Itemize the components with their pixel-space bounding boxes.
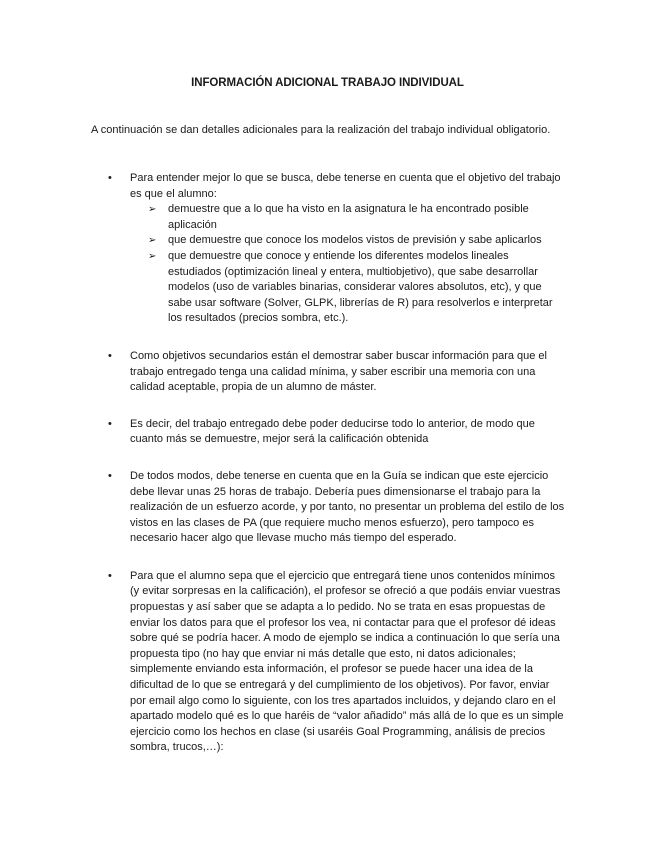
arrow-icon: ➢ xyxy=(148,235,157,247)
arrow-icon: ➢ xyxy=(148,204,157,216)
list-item xyxy=(0,569,566,756)
bullet-icon: • xyxy=(108,349,112,362)
sub-list-item xyxy=(130,249,560,327)
bullet-text: Es decir, del trabajo entregado debe poder deducirse todo lo anterior, de modo que cuanto más se demuestre, mejor será la calificación obtenida xyxy=(130,417,535,446)
sub-list-item xyxy=(130,233,560,249)
bullet-icon: • xyxy=(108,569,112,582)
bullet-text: De todos modos, debe tenerse en cuenta que en la Guía se indican que este ejercicio debe llevar unas 25 horas de trabajo. Debería pues dimensionarse el trabajo para la realización de un esfuerzo acorde, y por tanto, no presentar un problema del estilo de los vistos en las clases de PA (que requiere mucho menos esfuerzo), pero tampoco es necesario hacer algo que llevase mucho más tiempo del esperado. xyxy=(130,469,565,545)
arrow-icon: ➢ xyxy=(148,250,157,262)
sub-item-text: demuestre que a lo que ha visto en la asignatura le ha encontrado posible aplicación xyxy=(168,203,529,231)
page-title: INFORMACIÓN ADICIONAL TRABAJO INDIVIDUAL xyxy=(191,77,464,89)
bullet-text: Para que el alumno sepa que el ejercicio que entregará tiene unos contenidos mínimos (y evitar sorpresas en la calificación), el profesor se ofreció a que podáis enviar vuestras propuestas y así saber que se adapta a lo pedido. No se trata en esas propuestas de enviar los datos para que el profesor los vea, ni contactar para que el profesor dé ideas sobre qué se podría hacer. A modo de ejemplo se indica a continuación lo que sería una propuesta tipo (no hay que enviar ni más detalle que esto, ni datos adicionales; simplemente enviando esta información, el profesor se puede hacer una idea de la dificultad de lo que se entregará y del cumplimiento de los objetivos). Por favor, enviar por email algo como lo siguiente, con los tres apartados incluidos, y dejando claro en el apartado modelo qué es lo que haréis de “valor añadido” más allá de lo que es un simple ejercicio como los hechos en clase (si usaréis Goal Programming, análisis de precios sombra, trucos,…): xyxy=(130,569,564,754)
list-item xyxy=(0,349,566,396)
bullet-text: Para entender mejor lo que se busca, debe tenerse en cuenta que el objetivo del trabajo es que el alumno: xyxy=(130,172,561,200)
intro-paragraph: A continuación se dan detalles adicionales para la realización del trabajo individual obligatorio. xyxy=(91,124,551,136)
sub-list xyxy=(130,202,566,327)
list-item xyxy=(0,417,566,448)
bullet-list xyxy=(0,171,655,772)
bullet-icon: • xyxy=(108,469,112,482)
bullet-icon: • xyxy=(108,172,112,184)
bullet-icon: • xyxy=(108,417,112,430)
sub-item-text: que demuestre que conoce los modelos vistos de previsión y sabe aplicarlos xyxy=(168,234,542,247)
sub-list-item xyxy=(130,202,560,233)
sub-item-text: que demuestre que conoce y entiende los diferentes modelos lineales estudiados (optimización lineal y entera, multiobjetivo), que sabe desarrollar modelos (uso de variables binarias, considerar valores absolutos, etc), y que sabe usar software (Solver, GLPK, librerías de R) para resolverlos e interpretar los resultados (precios sombra, etc.). xyxy=(168,249,553,325)
list-item xyxy=(0,469,566,547)
list-item xyxy=(0,171,566,327)
bullet-text: Como objetivos secundarios están el demostrar saber buscar información para que el trabajo entregado tenga una calidad mínima, y saber escribir una memoria con una calidad aceptable, propia de un alumno de máster. xyxy=(130,349,547,394)
